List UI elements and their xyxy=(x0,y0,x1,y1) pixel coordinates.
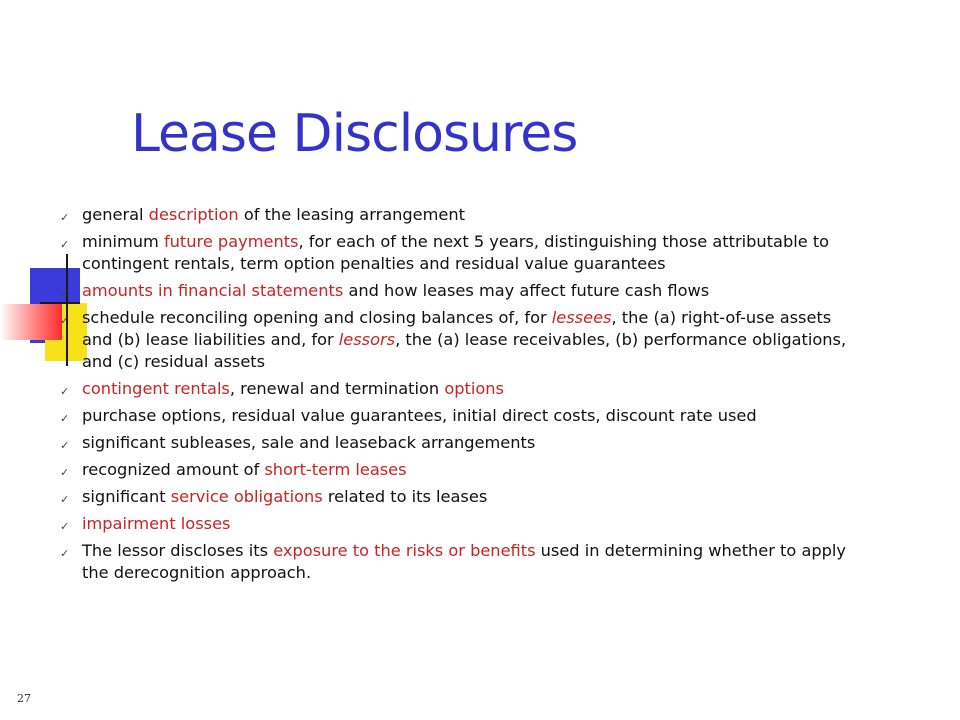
bullet-text: used in determining whether to apply the derecognition approach. xyxy=(82,541,847,582)
bullet-text: , the (a) lease receivables, (b) performance obligations, and (c) residual assets xyxy=(82,330,847,371)
checkmark-icon: ✓ xyxy=(60,466,70,479)
highlighted-text: lessors xyxy=(338,330,396,349)
checkmark-icon: ✓ xyxy=(60,314,70,327)
bullet-text: general xyxy=(82,205,149,224)
highlighted-text: lessees xyxy=(551,308,612,327)
bullet-item xyxy=(60,231,860,275)
bullet-text: The lessor discloses its xyxy=(82,541,274,560)
highlighted-text: service obligations xyxy=(170,487,323,506)
bullet-text: significant subleases, sale and leaseback arrangements xyxy=(82,433,536,452)
bullet-item xyxy=(60,459,860,481)
bullet-text: of the leasing arrangement xyxy=(238,205,465,224)
bullet-text: , the (a) right-of-use assets and (b) lease liabilities and, for xyxy=(82,308,832,349)
highlighted-text: impairment losses xyxy=(82,514,231,533)
bullet-text: and how leases may affect future cash flows xyxy=(343,281,710,300)
bullet-item xyxy=(60,378,860,400)
decorative-red-gradient xyxy=(0,304,62,340)
checkmark-icon: ✓ xyxy=(60,493,70,506)
highlighted-text: short-term leases xyxy=(264,460,407,479)
bullet-item xyxy=(60,204,860,226)
highlighted-text: description xyxy=(148,205,239,224)
checkmark-icon: ✓ xyxy=(60,238,70,251)
bullet-item xyxy=(60,513,860,535)
checkmark-icon: ✓ xyxy=(60,287,70,300)
bullet-text: purchase options, residual value guarantees, initial direct costs, discount rate used xyxy=(82,406,757,425)
checkmark-icon: ✓ xyxy=(60,412,70,425)
checkmark-icon: ✓ xyxy=(60,547,70,560)
bullet-text: related to its leases xyxy=(322,487,488,506)
checkmark-icon: ✓ xyxy=(60,385,70,398)
highlighted-text: amounts in financial statements xyxy=(82,281,344,300)
highlighted-text: future payments xyxy=(163,232,299,251)
checkmark-icon: ✓ xyxy=(60,211,70,224)
bullet-text: schedule reconciling opening and closing balances of, for xyxy=(82,308,552,327)
bullet-text: minimum xyxy=(82,232,164,251)
bullet-text: , for each of the next 5 years, distinguishing those attributable to contingent rentals, term option penalties and residual value guarantees xyxy=(82,232,830,273)
bullet-item xyxy=(60,540,860,584)
checkmark-icon: ✓ xyxy=(60,439,70,452)
bullet-list xyxy=(60,204,860,589)
bullet-text: , renewal and termination xyxy=(229,379,445,398)
bullet-item xyxy=(60,405,860,427)
highlighted-text: contingent rentals xyxy=(82,379,230,398)
slide-title: Lease Disclosures xyxy=(131,104,578,164)
checkmark-icon: ✓ xyxy=(60,520,70,533)
highlighted-text: options xyxy=(444,379,504,398)
bullet-text: recognized amount of xyxy=(82,460,265,479)
bullet-item xyxy=(60,280,860,302)
page-number: 27 xyxy=(17,692,31,705)
bullet-item xyxy=(60,432,860,454)
bullet-item xyxy=(60,486,860,508)
bullet-text: significant xyxy=(82,487,171,506)
highlighted-text: exposure to the risks or benefits xyxy=(273,541,536,560)
bullet-item xyxy=(60,307,860,373)
